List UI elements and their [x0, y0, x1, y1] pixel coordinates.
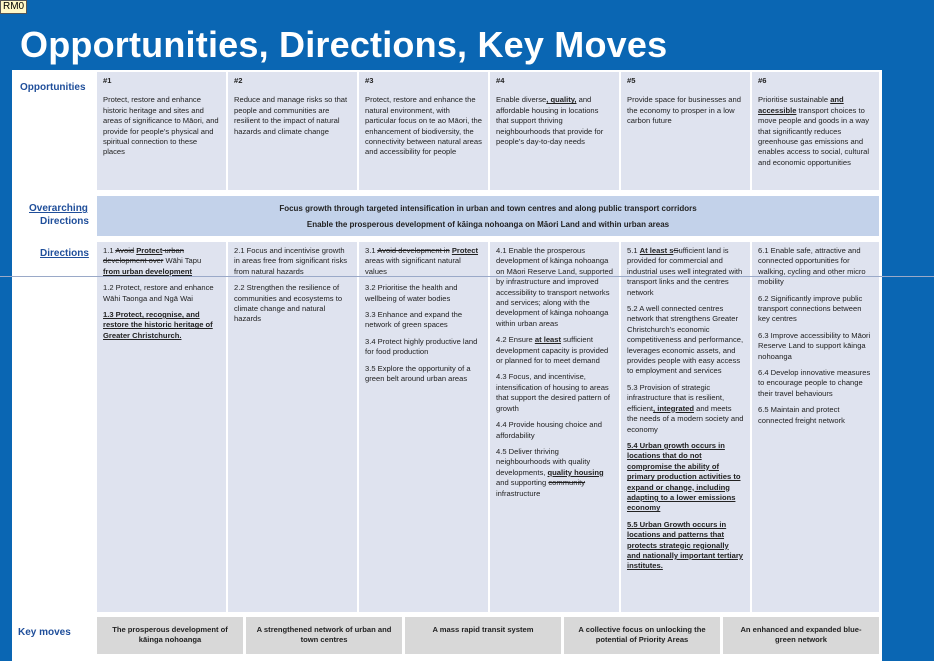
directions-column-3 — [359, 242, 488, 612]
opportunity-3 — [359, 72, 488, 190]
row-label-directions: Directions — [40, 248, 89, 259]
opportunity-number: #3 — [365, 76, 374, 85]
opportunity-text: Protect, restore and enhance the natural environment, with particular focus on te ao Māori, the enhancement of biodiversity, the connectivity between natural areas and accessibility for people — [365, 95, 482, 157]
key-move-1: The prosperous development of kāinga nohoanga — [97, 617, 243, 654]
directions-column-6 — [752, 242, 879, 612]
opportunity-1 — [97, 72, 226, 190]
opportunity-4 — [490, 72, 619, 190]
directions-column-2 — [228, 242, 357, 612]
opportunity-text-a: Prioritise sustainable — [758, 95, 831, 105]
opportunity-text: Reduce and manage risks so that people and communities are resilient to the impact of natural hazards and climate change — [234, 95, 348, 136]
direction-4-3: 4.3 Focus, and incentivise, intensification of housing to areas that support the desired pattern of growth — [496, 372, 610, 413]
opportunity-5 — [621, 72, 750, 190]
key-move-5: An enhanced and expanded blue-green network — [723, 617, 879, 654]
row-label-key-moves: Key moves — [18, 627, 71, 638]
key-move-3: A mass rapid transit system — [405, 617, 561, 654]
directions-column-5 — [621, 242, 750, 612]
direction-1-1: 1.1 Avoid Protect urban development over Wāhi Tapu from urban development — [103, 246, 202, 276]
opportunity-2 — [228, 72, 357, 190]
row-label-opportunities: Opportunities — [20, 82, 86, 93]
opportunity-text-b: transport choices to move people and goods in a way that significantly reduces greenhouse gas emissions and enables access to social, cultural and economic opportunities — [758, 105, 870, 167]
opportunity-text-b: and affordable housing in locations that support thriving neighbourhoods that provide for people’s day-to-day needs — [496, 95, 604, 147]
direction-6-3: 6.3 Improve accessibility to Māori Reserve Land to support kāinga nohoanga — [758, 330, 871, 361]
page-title: Opportunities, Directions, Key Moves — [20, 24, 668, 65]
direction-5-2: 5.2 A well connected centres network that strengthens Greater Christchurch’s economic competitiveness and performance, leverages economic assets, and provides people with easy access to employment and services — [627, 304, 744, 376]
direction-1-2: 1.2 Protect, restore and enhance Wāhi Taonga and Ngā Wai — [103, 283, 214, 303]
opportunity-text-inserted: and accessible — [758, 95, 844, 115]
overarching-line-1: Focus growth through targeted intensification in urban and town centres and along public transport corridors — [279, 204, 697, 213]
directions-column-1 — [97, 242, 226, 612]
key-move-4: A collective focus on unlocking the potential of Priority Areas — [564, 617, 720, 654]
direction-4-2: 4.2 Ensure at least sufficient development capacity is provided or planned for to meet demand — [496, 335, 609, 366]
direction-2-1: 2.1 Focus and incentivise growth in areas free from significant risks from natural hazards — [234, 246, 348, 276]
direction-5-4: 5.4 Urban growth occurs in locations that do not compromise the ability of primary production activities to expand or change, including adapting to a lower emissions economy — [627, 440, 741, 513]
opportunity-number: #1 — [103, 76, 112, 85]
row-label-overarching-directions: Directions — [40, 216, 89, 227]
direction-3-5: 3.5 Explore the opportunity of a green belt around urban areas — [365, 363, 471, 384]
opportunity-text-inserted: , quality, — [546, 95, 577, 105]
direction-6-5: 6.5 Maintain and protect connected freight network — [758, 405, 845, 425]
opportunity-text: Provide space for businesses and the economy to prosper in a low carbon future — [627, 95, 741, 126]
direction-5-3: 5.3 Provision of strategic infrastructure that is resilient, efficient, integrated and meets the needs of a modern society and economy — [627, 382, 744, 434]
direction-6-2: 6.2 Significantly improve public transport connections between key centres — [758, 293, 863, 324]
direction-3-4: 3.4 Protect highly productive land for food production — [365, 336, 478, 357]
content-sheet — [12, 70, 882, 661]
overarching-directions-band — [97, 196, 879, 236]
direction-4-1: 4.1 Enable the prosperous development of kāinga nohoanga on Māori Reserve Land, supported by infrastructure and improved accessibility to transport networks and services; along with the development of kāinga nohoanga within urban areas — [496, 246, 613, 328]
direction-5-1: 5.1 At least sSufficient land is provided for commercial and industrial uses well integrated with transport links and the centres network — [627, 246, 743, 297]
direction-6-1: 6.1 Enable safe, attractive and connected opportunities for walking, cycling and other micro mobility — [758, 246, 866, 287]
opportunity-text: Protect, restore and enhance historic heritage and sites and areas of significance to Māori, and provide for people’s physical and spiritual connection to these places — [103, 95, 219, 157]
opportunity-6 — [752, 72, 879, 190]
direction-2-2: 2.2 Strengthen the resilience of communities and ecosystems to climate change and natural hazards — [234, 283, 343, 324]
key-move-2: A strengthened network of urban and town centres — [246, 617, 402, 654]
direction-4-4: 4.4 Provide housing choice and affordability — [496, 420, 602, 440]
direction-4-5: 4.5 Deliver thriving neighbourhoods with quality developments, quality housing and supporting community infrastructure — [496, 446, 604, 498]
direction-5-5: 5.5 Urban Growth occurs in locations and patterns that protects strategic regionally and nationally important tertiary institutes. — [627, 519, 744, 571]
overarching-line-2: Enable the prosperous development of kāinga nohoanga on Māori Land and within urban areas — [306, 220, 670, 229]
directions-column-4 — [490, 242, 619, 612]
row-label-overarching: Overarching — [29, 203, 88, 214]
opportunity-number: #5 — [627, 76, 636, 85]
slide-tag: RM0 — [0, 0, 27, 14]
opportunity-text-a: Enable diverse — [496, 95, 547, 105]
divider-line — [0, 276, 934, 277]
direction-3-3: 3.3 Enhance and expand the network of green spaces — [365, 310, 463, 330]
direction-3-1: 3.1 Avoid development in Protect areas with significant natural values — [365, 246, 479, 276]
opportunity-number: #6 — [758, 76, 767, 85]
direction-3-2: 3.2 Prioritise the health and wellbeing of water bodies — [365, 283, 458, 303]
opportunity-number: #2 — [234, 76, 243, 85]
opportunity-number: #4 — [496, 76, 505, 85]
direction-1-3: 1.3 Protect, recognise, and restore the historic heritage of Greater Christchurch. — [103, 310, 213, 340]
direction-6-4: 6.4 Develop innovative measures to encourage people to change their travel behaviours — [758, 368, 871, 398]
